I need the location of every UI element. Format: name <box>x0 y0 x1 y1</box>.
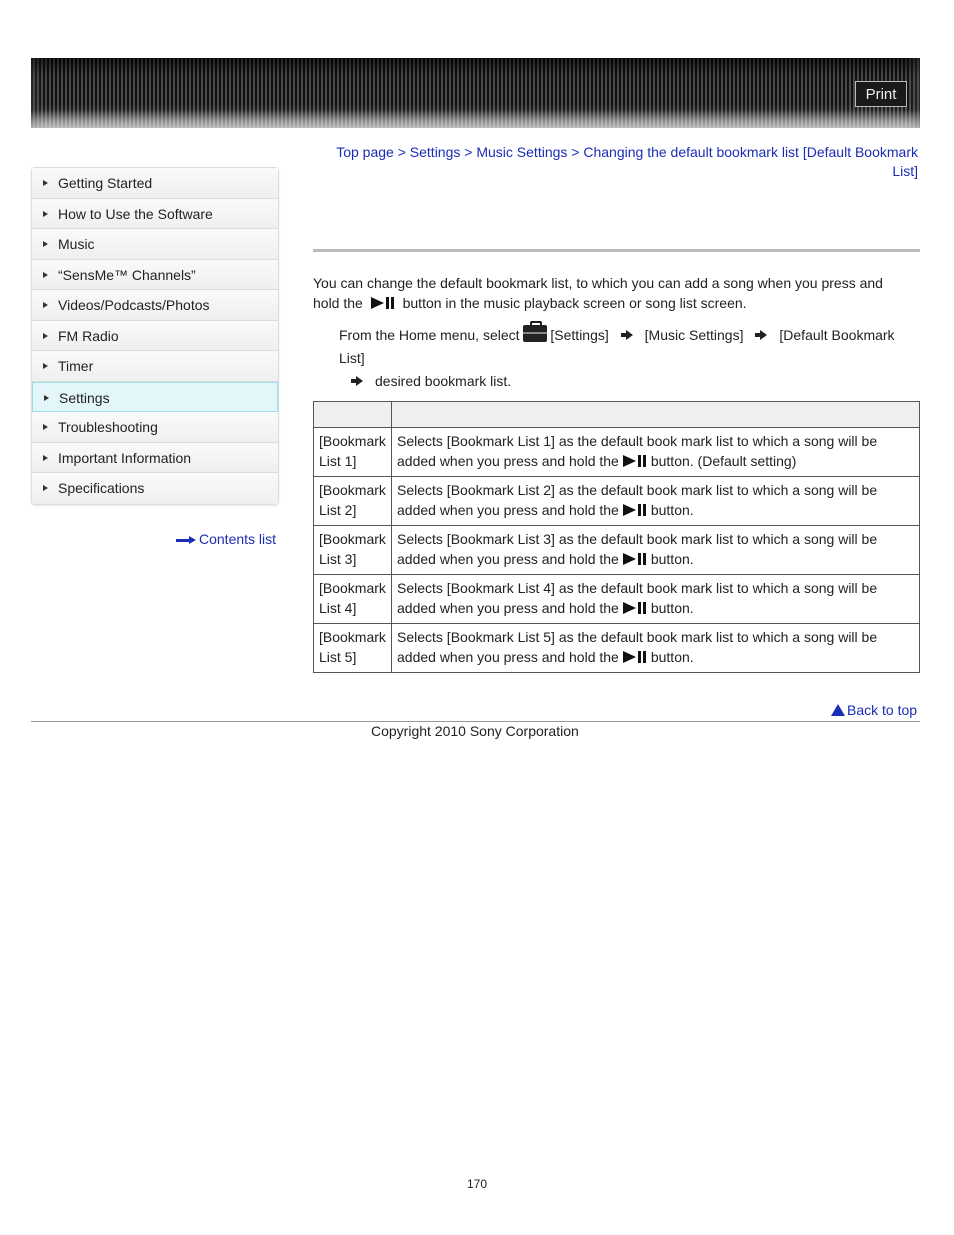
sidebar-item-troubleshooting[interactable] <box>32 412 278 443</box>
back-to-top-link[interactable] <box>831 702 917 718</box>
triangle-right-icon <box>43 241 48 247</box>
breadcrumb-current-page[interactable]: Changing the default bookmark list [Default Bookmark List] <box>583 144 918 179</box>
sidebar-item-important-information[interactable] <box>32 443 278 474</box>
play-pause-icon <box>623 553 647 565</box>
right-arrow-icon <box>755 330 767 340</box>
breadcrumb-music-settings[interactable]: Music Settings <box>476 144 568 160</box>
sidebar-item-label: Getting Started <box>58 175 153 191</box>
option-description-text: Selects [Bookmark List 1] as the default book mark list to which a song will be added when you press and hold the <box>397 433 878 469</box>
right-arrow-icon <box>621 330 633 340</box>
step-music-settings: [Music Settings] <box>644 327 744 343</box>
option-name: [Bookmark List 4] <box>314 575 392 624</box>
intro-text-2: button in the music playback screen or song list screen. <box>402 295 747 311</box>
triangle-right-icon <box>43 485 48 491</box>
option-description-text: Selects [Bookmark List 4] as the default book mark list to which a song will be added when you press and hold the <box>397 580 878 616</box>
step-prefix: From the Home menu, select <box>339 327 520 343</box>
back-to-top-triangle-icon <box>831 704 845 716</box>
sidebar-item-videos-podcasts-photos[interactable] <box>32 290 278 321</box>
option-name: [Bookmark List 1] <box>314 428 392 477</box>
triangle-right-icon <box>43 455 48 461</box>
option-description-text: Selects [Bookmark List 5] as the default book mark list to which a song will be added when you press and hold the <box>397 629 878 665</box>
step-settings: [Settings] <box>550 327 609 343</box>
sidebar-item-label: Specifications <box>58 480 145 496</box>
back-to-top-label: Back to top <box>847 702 918 718</box>
sidebar-nav <box>31 167 279 505</box>
step-final: desired bookmark list. <box>375 373 512 389</box>
option-description-text: Selects [Bookmark List 2] as the default book mark list to which a song will be added when you press and hold the <box>397 482 878 518</box>
breadcrumb-separator: > <box>571 144 580 160</box>
title-divider <box>313 249 920 252</box>
play-pause-icon <box>623 651 647 663</box>
intro-text-1: You can change the default bookmark list, to which you can add a song when you press and hold the <box>313 275 883 311</box>
play-pause-icon <box>623 455 647 467</box>
contents-list-link[interactable] <box>176 531 276 547</box>
breadcrumb-separator: > <box>397 144 406 160</box>
triangle-right-icon <box>43 180 48 186</box>
sidebar-item-label: Videos/Podcasts/Photos <box>58 297 210 313</box>
play-pause-icon <box>623 602 647 614</box>
option-description <box>392 477 920 526</box>
triangle-right-icon <box>44 395 49 401</box>
sidebar-item-label: How to Use the Software <box>58 205 213 222</box>
triangle-right-icon <box>43 424 48 430</box>
option-description <box>392 526 920 575</box>
print-button[interactable]: Print <box>855 81 907 107</box>
table-header-row <box>314 402 920 428</box>
sidebar-item-label: Settings <box>59 389 110 406</box>
option-description <box>392 624 920 673</box>
breadcrumb-top-page[interactable]: Top page <box>336 144 394 160</box>
table-header-cell <box>392 402 920 428</box>
breadcrumb-settings[interactable]: Settings <box>409 144 461 160</box>
sidebar-item-label: Music <box>58 236 95 252</box>
sidebar-item-label: Troubleshooting <box>58 419 158 435</box>
option-description-end: button. <box>650 649 694 665</box>
footer-divider <box>31 721 920 722</box>
contents-list-label: Contents list <box>199 531 277 547</box>
sidebar-item-getting-started[interactable] <box>32 168 278 199</box>
header-banner <box>31 58 920 128</box>
option-description-end: button. <box>650 502 694 518</box>
option-name: [Bookmark List 2] <box>314 477 392 526</box>
page-number: 170 <box>466 1177 488 1191</box>
sidebar-item-how-to-use-software[interactable] <box>32 199 278 230</box>
table-row <box>314 428 920 477</box>
option-name: [Bookmark List 3] <box>314 526 392 575</box>
option-description-end: button. (Default setting) <box>650 453 797 469</box>
play-pause-icon <box>371 297 395 309</box>
option-description <box>392 428 920 477</box>
option-name: [Bookmark List 5] <box>314 624 392 673</box>
sidebar-item-label: “SensMe™ Channels” <box>58 266 196 283</box>
table-row <box>314 477 920 526</box>
breadcrumb-separator: > <box>464 144 473 160</box>
sidebar-item-sensme-channels[interactable] <box>32 260 278 291</box>
table-row <box>314 575 920 624</box>
sidebar-item-label: Timer <box>58 358 94 374</box>
table-row <box>314 624 920 673</box>
contents-arrow-icon <box>176 536 196 544</box>
triangle-right-icon <box>43 272 48 278</box>
sidebar-item-label: FM Radio <box>58 327 119 344</box>
sidebar-item-specifications[interactable] <box>32 473 278 504</box>
intro-paragraph <box>313 273 913 313</box>
sidebar-item-music[interactable] <box>32 229 278 260</box>
step-default-bookmark: [Default Bookmark List] <box>339 327 895 366</box>
sidebar-item-label: Important Information <box>58 449 192 466</box>
triangle-right-icon <box>43 211 48 217</box>
triangle-right-icon <box>43 363 48 369</box>
sidebar-item-settings[interactable] <box>32 382 278 413</box>
play-pause-icon <box>623 504 647 516</box>
bookmark-options-table <box>313 401 920 673</box>
table-row <box>314 526 920 575</box>
sidebar-item-timer[interactable] <box>32 351 278 382</box>
breadcrumb <box>320 143 918 181</box>
option-description <box>392 575 920 624</box>
option-description-end: button. <box>650 600 694 616</box>
triangle-right-icon <box>43 333 48 339</box>
option-description-text: Selects [Bookmark List 3] as the default book mark list to which a song will be added when you press and hold the <box>397 531 878 567</box>
procedure-step <box>339 324 919 393</box>
toolbox-icon <box>523 325 547 342</box>
table-header-cell <box>314 402 392 428</box>
copyright-text: Copyright 2010 Sony Corporation <box>371 723 579 739</box>
option-description-end: button. <box>650 551 694 567</box>
right-arrow-icon <box>351 376 363 386</box>
sidebar-item-fm-radio[interactable] <box>32 321 278 352</box>
triangle-right-icon <box>43 302 48 308</box>
